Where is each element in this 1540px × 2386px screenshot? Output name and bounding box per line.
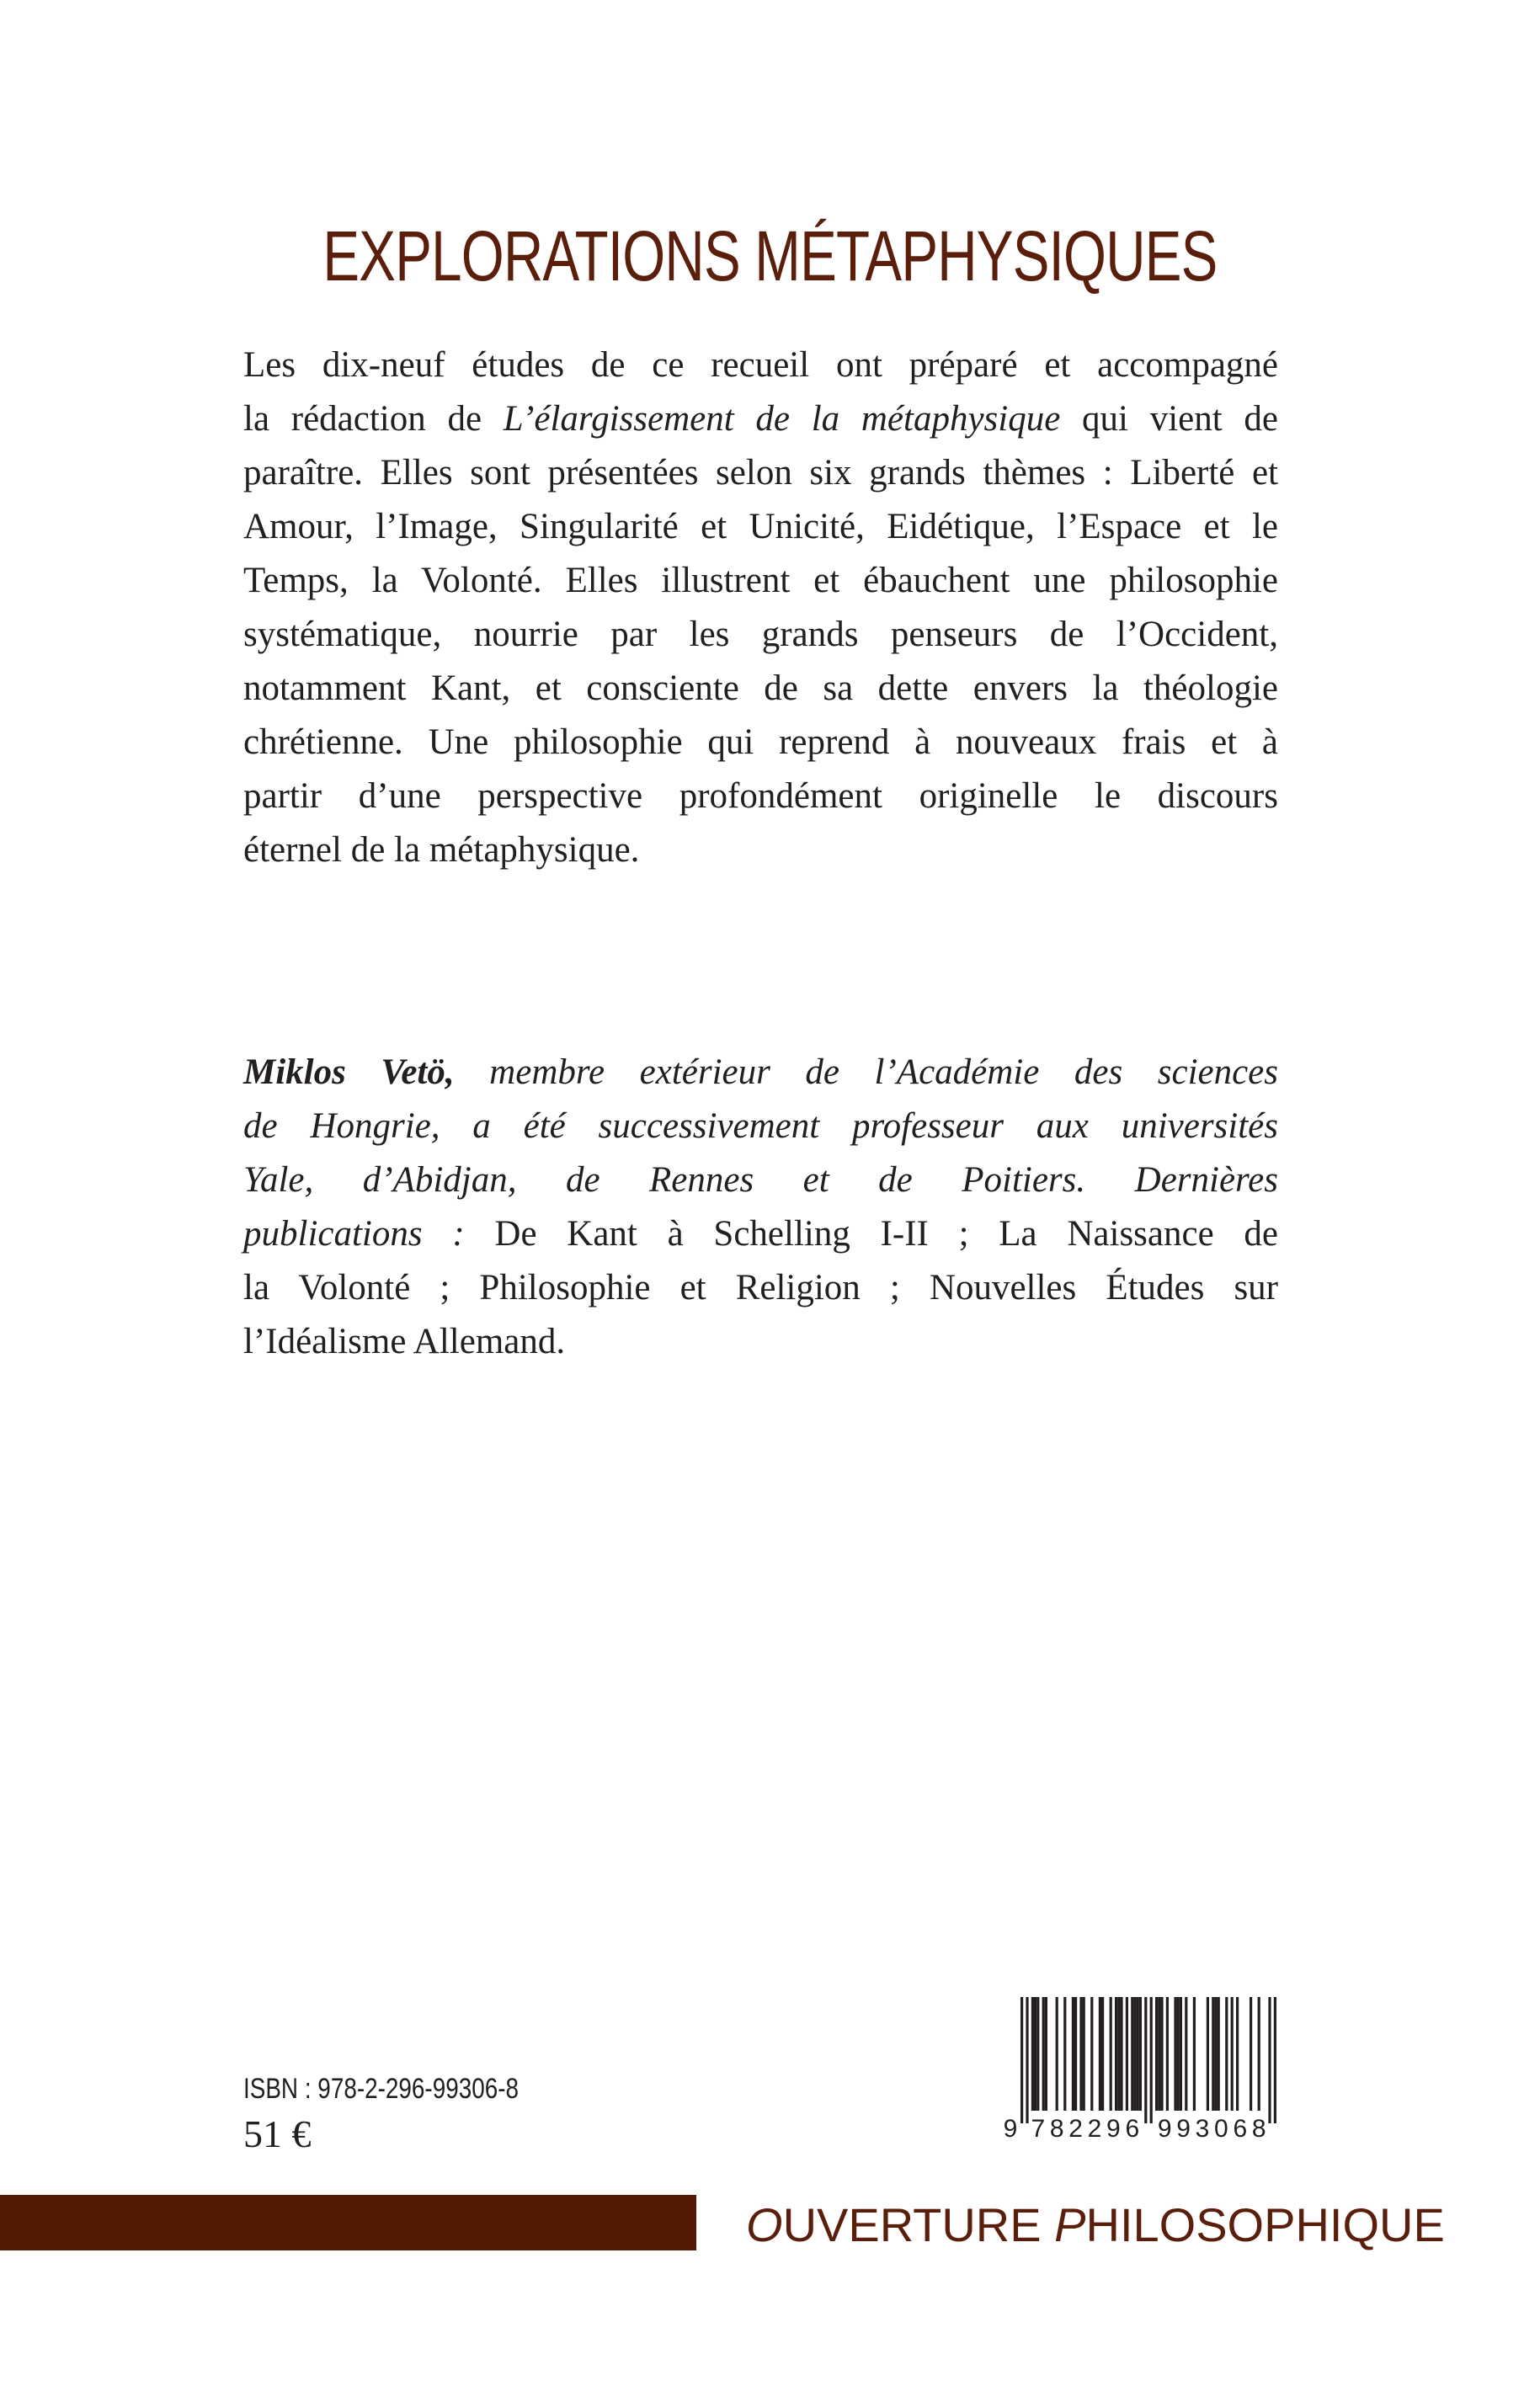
barcode-bar: [1120, 1997, 1122, 2111]
summary-line: partir d’une perspective profondément originelle le discours: [243, 776, 1278, 816]
bio-line: de Hongrie, a été successivement professeur aux universités: [243, 1106, 1278, 1146]
barcode-bar: [1083, 1997, 1085, 2111]
text: P: [1054, 2198, 1086, 2251]
barcode-bar: [1180, 1997, 1182, 2111]
barcode-bar: [1020, 1997, 1023, 2123]
barcode-bar: [1250, 1997, 1252, 2111]
barcode-bar: [1258, 1997, 1260, 2111]
text: HILOSOPHIQUE: [1085, 2198, 1445, 2251]
summary-line: paraître. Elles sont présentées selon six grands thèmes : Liberté et: [243, 453, 1278, 493]
summary-line: Temps, la Volonté. Elles illustrent et ébauchent une philosophie: [243, 561, 1278, 600]
summary-line: Amour, l’Image, Singularité et Unicité, Eidétique, l’Espace et le: [243, 507, 1278, 546]
barcode-digit: 8: [1251, 2115, 1266, 2140]
barcode-digit: 9: [1106, 2115, 1121, 2140]
barcode-bar: [1174, 1997, 1176, 2111]
barcode-bar: [1079, 1997, 1082, 2111]
barcode-bar: [1231, 1997, 1234, 2111]
barcode-digit: 8: [1049, 2115, 1064, 2140]
barcode-bar: [1193, 1997, 1196, 2111]
barcode-bar: [1166, 1997, 1169, 2111]
barcode-bar: [1126, 1997, 1128, 2111]
barcode-digit: 0: [1214, 2115, 1228, 2140]
barcode-digit: 3: [1195, 2115, 1210, 2140]
author-bio: [243, 1046, 1278, 1369]
barcode-bar: [1099, 1997, 1101, 2111]
barcode-bar: [1144, 1997, 1147, 2123]
barcode-bar: [1045, 1997, 1047, 2111]
price: 51 €: [243, 2112, 312, 2155]
isbn: ISBN : 978-2-296-99306-8: [243, 2073, 520, 2105]
barcode-bar: [1090, 1997, 1093, 2111]
barcode-digit: 9: [1176, 2115, 1191, 2140]
barcode-bar: [1131, 1997, 1133, 2111]
barcode-digit: 2: [1068, 2115, 1083, 2140]
summary-line: notamment Kant, et consciente de sa dette envers la théologie: [243, 668, 1278, 708]
barcode-bar: [1218, 1997, 1220, 2111]
barcode-bar: [1133, 1997, 1136, 2111]
summary-line: éternel de la métaphysique.: [243, 830, 640, 870]
barcode-bar: [1072, 1997, 1074, 2111]
barcode-bar: [1212, 1997, 1214, 2111]
summary-line: Les dix-neuf études de ce recueil ont préparé et accompagné: [243, 345, 1278, 385]
barcode-bar: [1101, 1997, 1104, 2111]
text: publications :: [243, 1214, 465, 1254]
barcode-bar: [1074, 1997, 1077, 2111]
barcode: [1002, 1997, 1288, 2140]
barcode-bar: [1274, 1997, 1276, 2123]
barcode-digit: 9: [1157, 2115, 1172, 2140]
text: O: [746, 2198, 783, 2251]
barcode-bar: [1207, 1997, 1209, 2111]
barcode-bar: [1177, 1997, 1180, 2111]
text: qui vient de: [1060, 399, 1278, 439]
barcode-bar: [1155, 1997, 1158, 2111]
summary-paragraph: [243, 338, 1278, 877]
author-name: Miklos Vetö,: [243, 1052, 455, 1092]
cited-title: L’élargissement de la métaphysique: [503, 399, 1061, 439]
barcode-digit: 2: [1087, 2115, 1102, 2140]
barcode-digit: 7: [1031, 2115, 1046, 2140]
barcode-bar: [1115, 1997, 1117, 2111]
barcode-bar: [1225, 1997, 1228, 2111]
barcode-bar: [1137, 1997, 1139, 2111]
barcode-bar: [1110, 1997, 1112, 2111]
barcode-bar: [1031, 1997, 1034, 2111]
bio-line: [243, 1046, 1278, 1100]
brand-bar: [0, 2195, 696, 2250]
barcode-bar: [1056, 1997, 1058, 2111]
summary-line: chrétienne. Une philosophie qui reprend à nouveaux frais et à: [243, 722, 1278, 762]
barcode-bar: [1185, 1997, 1187, 2111]
barcode-bar: [1063, 1997, 1066, 2111]
barcode-bar: [1036, 1997, 1039, 2111]
barcode-bar: [1034, 1997, 1036, 2111]
barcode-bar: [1158, 1997, 1160, 2111]
barcode-digit: 6: [1125, 2115, 1140, 2140]
text: UVERTURE: [782, 2198, 1055, 2251]
summary-line: [243, 392, 1278, 446]
text: membre extérieur de l’Académie des sciences: [454, 1052, 1279, 1092]
barcode-digit: 6: [1233, 2115, 1248, 2140]
barcode-bar: [1150, 1997, 1153, 2123]
barcode-bar: [1160, 1997, 1163, 2111]
barcode-bar: [1117, 1997, 1120, 2111]
bio-line: [243, 1207, 1278, 1261]
barcode-bar: [1268, 1997, 1271, 2123]
barcode-bar: [1236, 1997, 1239, 2111]
barcode-bar: [1214, 1997, 1217, 2111]
collection-name: [746, 2197, 1445, 2252]
barcode-bar: [1026, 1997, 1028, 2123]
barcode-bar: [1042, 1997, 1045, 2111]
barcode-bar: [1139, 1997, 1142, 2111]
text: De Kant à Schelling I-II ; La Naissance de: [464, 1214, 1278, 1254]
summary-line: systématique, nourrie par les grands penseurs de l’Occident,: [243, 615, 1278, 654]
book-title: EXPLORATIONS MÉTAPHYSIQUES: [322, 216, 1218, 296]
bio-line: la Volonté ; Philosophie et Religion ; Nouvelles Études sur: [243, 1268, 1278, 1308]
bio-line: Yale, d’Abidjan, de Rennes et de Poitiers. Dernières: [243, 1160, 1278, 1200]
bio-line: l’Idéalisme Allemand.: [243, 1322, 566, 1361]
text: la rédaction de: [243, 399, 504, 439]
barcode-digit: 9: [1003, 2115, 1018, 2140]
